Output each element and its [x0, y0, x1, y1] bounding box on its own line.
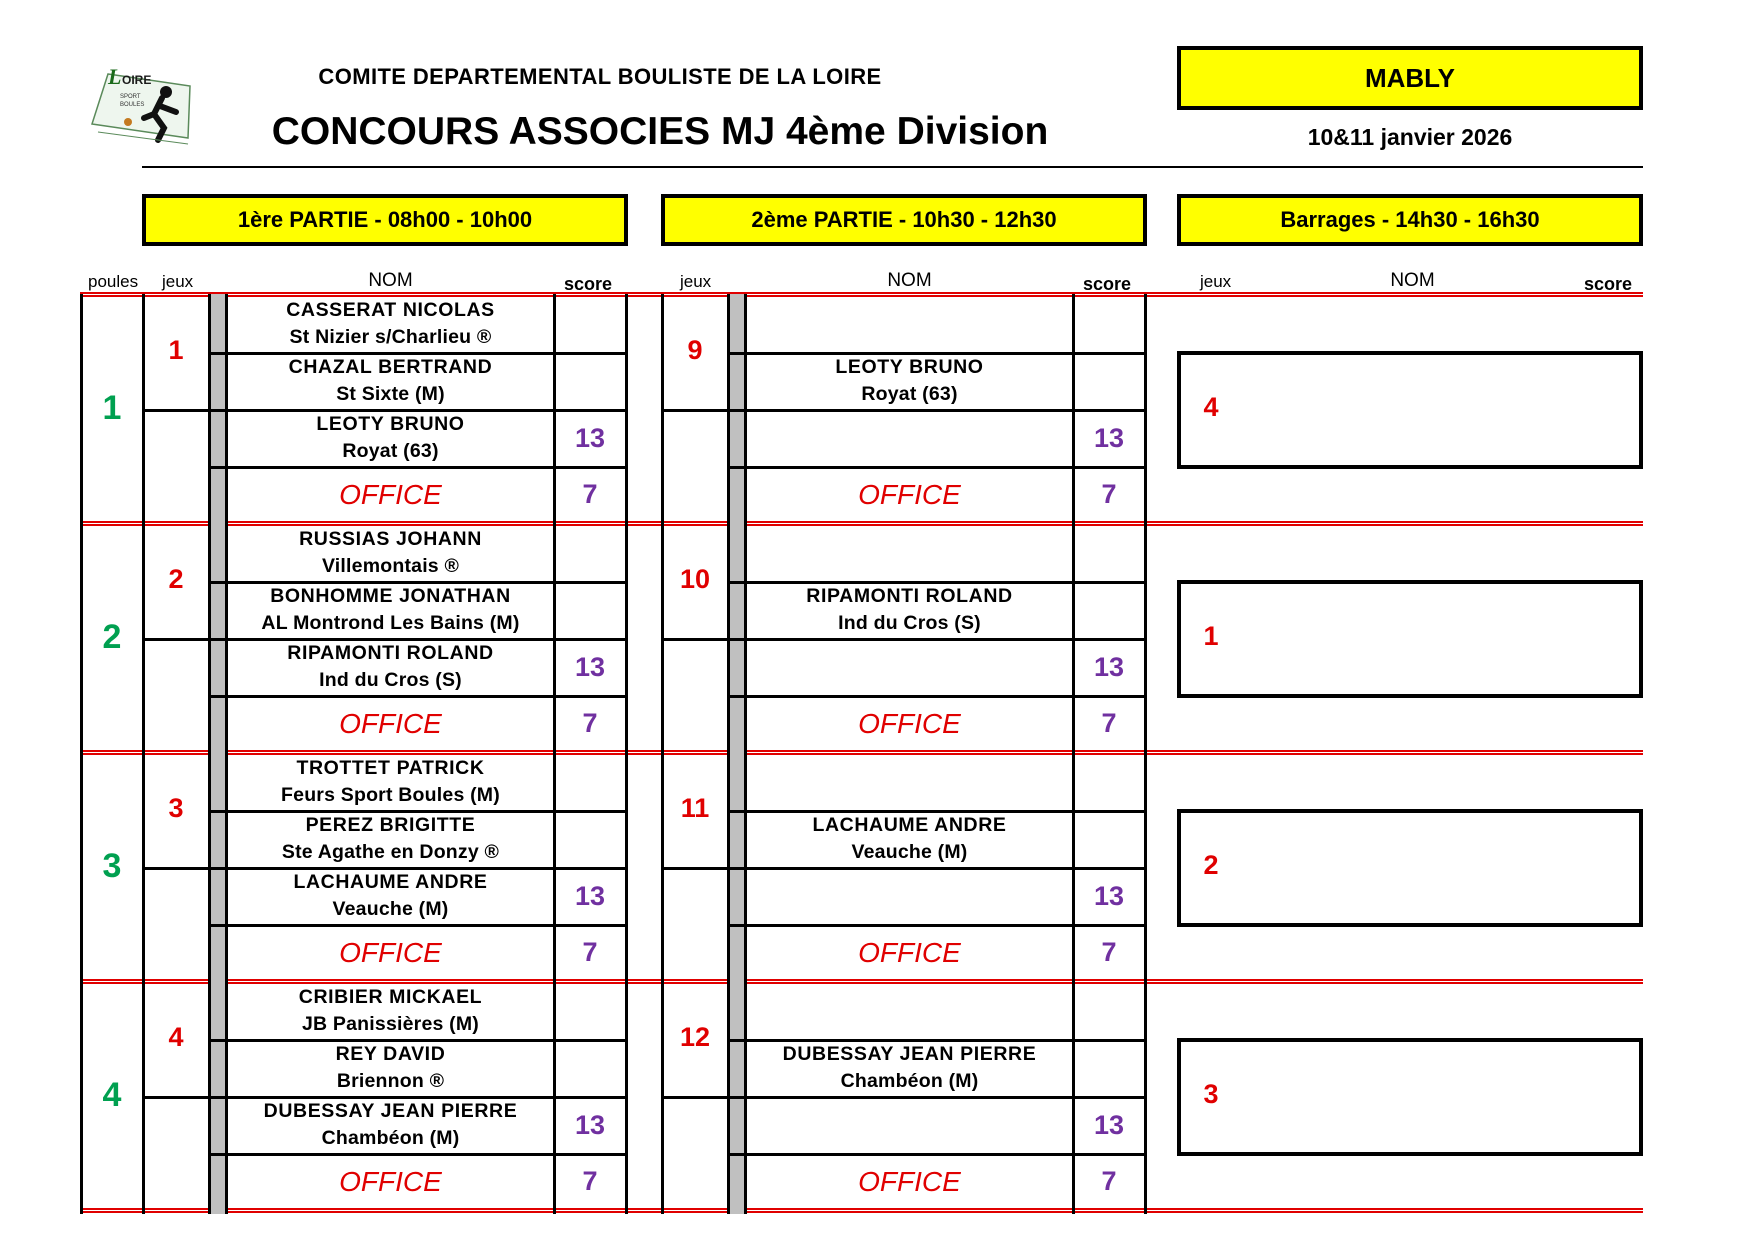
winner-score: 13 — [574, 652, 606, 682]
row-separator — [727, 1096, 1144, 1099]
poule-number: 1 — [102, 388, 122, 427]
row-separator — [208, 924, 625, 927]
winner-team-name: LACHAUME ANDRE — [293, 871, 488, 893]
winner-score: 13 — [574, 1110, 606, 1140]
team-a-name: TROTTET PATRICK — [296, 757, 485, 779]
winner-team-name: DUBESSAY JEAN PIERRE — [263, 1100, 518, 1122]
col-header-nom-2: NOM — [887, 270, 932, 291]
jeu-number: 4 — [168, 1022, 184, 1052]
col-header-nom: NOM — [368, 270, 413, 291]
row-separator — [727, 409, 1144, 412]
barrage-jeu-number: 1 — [1203, 621, 1219, 651]
row-separator — [727, 1153, 1144, 1156]
col-header-poules: poules — [88, 272, 139, 291]
row-separator — [727, 466, 1144, 469]
partie-2-banner: 2ème PARTIE - 10h30 - 12h30 — [661, 194, 1147, 246]
barrage-jeu-number: 3 — [1203, 1079, 1219, 1109]
office-label: OFFICE — [339, 479, 442, 510]
partie-2-office-score: 7 — [1101, 1166, 1117, 1196]
row-separator — [727, 638, 1144, 641]
team-a-name: CASSERAT NICOLAS — [286, 299, 495, 321]
venue-badge: MABLY — [1177, 46, 1643, 110]
winner-team-club: Chambéon (M) — [321, 1127, 460, 1149]
winner-score: 13 — [574, 881, 606, 911]
barrages-banner: Barrages - 14h30 - 16h30 — [1177, 194, 1643, 246]
jeu-separator — [661, 638, 727, 641]
team-a-name: CRIBIER MICKAEL — [298, 986, 483, 1008]
jeu-number: 3 — [168, 793, 184, 823]
partie-2-office-score: 7 — [1101, 708, 1117, 738]
grey-column-bar — [727, 294, 747, 1214]
grey-column-bar — [208, 294, 228, 1214]
grid-vertical-line — [625, 294, 628, 1214]
partie-1-banner: 1ère PARTIE - 08h00 - 10h00 — [142, 194, 628, 246]
partie-2-team-name: DUBESSAY JEAN PIERRE — [782, 1043, 1037, 1065]
jeu-number: 1 — [168, 335, 184, 365]
jeu-number-partie-2: 9 — [687, 335, 703, 365]
row-separator — [727, 924, 1144, 927]
row-separator — [208, 1153, 625, 1156]
partie-2-office-label: OFFICE — [858, 1166, 961, 1197]
team-b-club: Ste Agathe en Donzy ® — [281, 841, 500, 863]
jeu-separator — [142, 1096, 208, 1099]
partie-2-office-score: 7 — [1101, 479, 1117, 509]
team-b-name: BONHOMME JONATHAN — [270, 585, 511, 607]
partie-2-office-score: 7 — [1101, 937, 1117, 967]
jeu-number-partie-2: 11 — [680, 793, 710, 823]
partie-2-team-club: Royat (63) — [861, 383, 958, 405]
organization-title: COMITE DEPARTEMENTAL BOULISTE DE LA LOIRE — [318, 64, 882, 89]
team-a-club: Villemontais ® — [321, 555, 460, 577]
team-b-club: St Sixte (M) — [336, 383, 445, 405]
partie-2-team-name: RIPAMONTI ROLAND — [806, 585, 1013, 607]
event-date: 10&11 janvier 2026 — [1307, 124, 1513, 150]
team-a-club: St Nizier s/Charlieu ® — [289, 326, 492, 348]
partie-2-score: 13 — [1093, 652, 1125, 682]
jeu-separator — [661, 867, 727, 870]
office-score: 7 — [582, 937, 598, 967]
barrage-box — [1177, 580, 1643, 698]
svg-text:SPORT: SPORT — [120, 94, 141, 100]
grid-vertical-line — [661, 294, 664, 1214]
team-b-club: AL Montrond Les Bains (M) — [261, 612, 520, 634]
team-a-club: Feurs Sport Boules (M) — [281, 784, 500, 806]
partie-2-office-label: OFFICE — [858, 708, 961, 739]
partie-2-score: 13 — [1093, 423, 1125, 453]
col-header-score: score — [563, 274, 613, 294]
partie-2-office-label: OFFICE — [858, 937, 961, 968]
partie-2-team-club: Chambéon (M) — [840, 1070, 979, 1092]
row-separator — [727, 695, 1144, 698]
col-header-score-2: score — [1082, 274, 1132, 294]
winner-team-club: Royat (63) — [342, 440, 439, 462]
header-divider — [142, 166, 1643, 168]
jeu-separator — [142, 409, 208, 412]
col-header-jeux: jeux — [162, 272, 194, 291]
barrage-box — [1177, 1038, 1643, 1156]
jeu-number-partie-2: 12 — [679, 1022, 711, 1052]
office-score: 7 — [582, 708, 598, 738]
office-label: OFFICE — [339, 1166, 442, 1197]
red-separator — [80, 1208, 1643, 1213]
row-separator — [208, 466, 625, 469]
col-header-jeux-3: jeux — [1200, 272, 1232, 291]
winner-team-club: Veauche (M) — [332, 898, 449, 920]
row-separator — [727, 867, 1144, 870]
jeu-number-partie-2: 10 — [679, 564, 711, 594]
team-b-name: PEREZ BRIGITTE — [305, 814, 476, 836]
jeu-separator — [142, 638, 208, 641]
team-a-name: RUSSIAS JOHANN — [299, 528, 482, 550]
team-a-club: JB Panissières (M) — [301, 1013, 479, 1035]
winner-team-club: Ind du Cros (S) — [319, 669, 462, 691]
barrage-box — [1177, 351, 1643, 469]
office-score: 7 — [582, 479, 598, 509]
barrage-jeu-number: 2 — [1203, 850, 1219, 880]
office-label: OFFICE — [339, 937, 442, 968]
office-label: OFFICE — [339, 708, 442, 739]
poule-number: 4 — [102, 1075, 122, 1114]
grid-vertical-line — [142, 294, 145, 1214]
svg-text:L: L — [108, 64, 122, 89]
jeu-separator — [661, 409, 727, 412]
team-b-name: CHAZAL BERTRAND — [288, 356, 493, 378]
partie-2-team-name: LEOTY BRUNO — [835, 356, 984, 378]
svg-text:OIRE: OIRE — [122, 73, 152, 87]
col-header-nom-3: NOM — [1390, 270, 1435, 291]
jeu-separator — [661, 1096, 727, 1099]
team-b-club: Briennon ® — [336, 1070, 445, 1092]
poule-number: 2 — [102, 617, 122, 656]
row-separator — [208, 695, 625, 698]
grid-vertical-line — [1144, 294, 1147, 1214]
barrage-box — [1177, 809, 1643, 927]
winner-team-name: RIPAMONTI ROLAND — [287, 642, 494, 664]
col-header-score-3: score — [1583, 274, 1633, 294]
partie-2-team-club: Veauche (M) — [851, 841, 968, 863]
competition-title: CONCOURS ASSOCIES MJ 4ème Division — [271, 110, 1049, 153]
partie-2-team-club: Ind du Cros (S) — [838, 612, 981, 634]
col-header-jeux-2: jeux — [680, 272, 712, 291]
barrage-jeu-number: 4 — [1203, 392, 1219, 422]
winner-team-name: LEOTY BRUNO — [316, 413, 465, 435]
winner-score: 13 — [574, 423, 606, 453]
team-b-name: REY DAVID — [335, 1043, 446, 1065]
jeu-separator — [142, 867, 208, 870]
loire-sport-boules-logo — [88, 56, 206, 156]
partie-2-office-label: OFFICE — [858, 479, 961, 510]
jeu-number: 2 — [168, 564, 184, 594]
poule-number: 3 — [102, 846, 122, 885]
partie-2-score: 13 — [1093, 1110, 1125, 1140]
office-score: 7 — [582, 1166, 598, 1196]
partie-2-score: 13 — [1093, 881, 1125, 911]
partie-2-team-name: LACHAUME ANDRE — [812, 814, 1007, 836]
svg-text:BOULES: BOULES — [120, 102, 145, 108]
